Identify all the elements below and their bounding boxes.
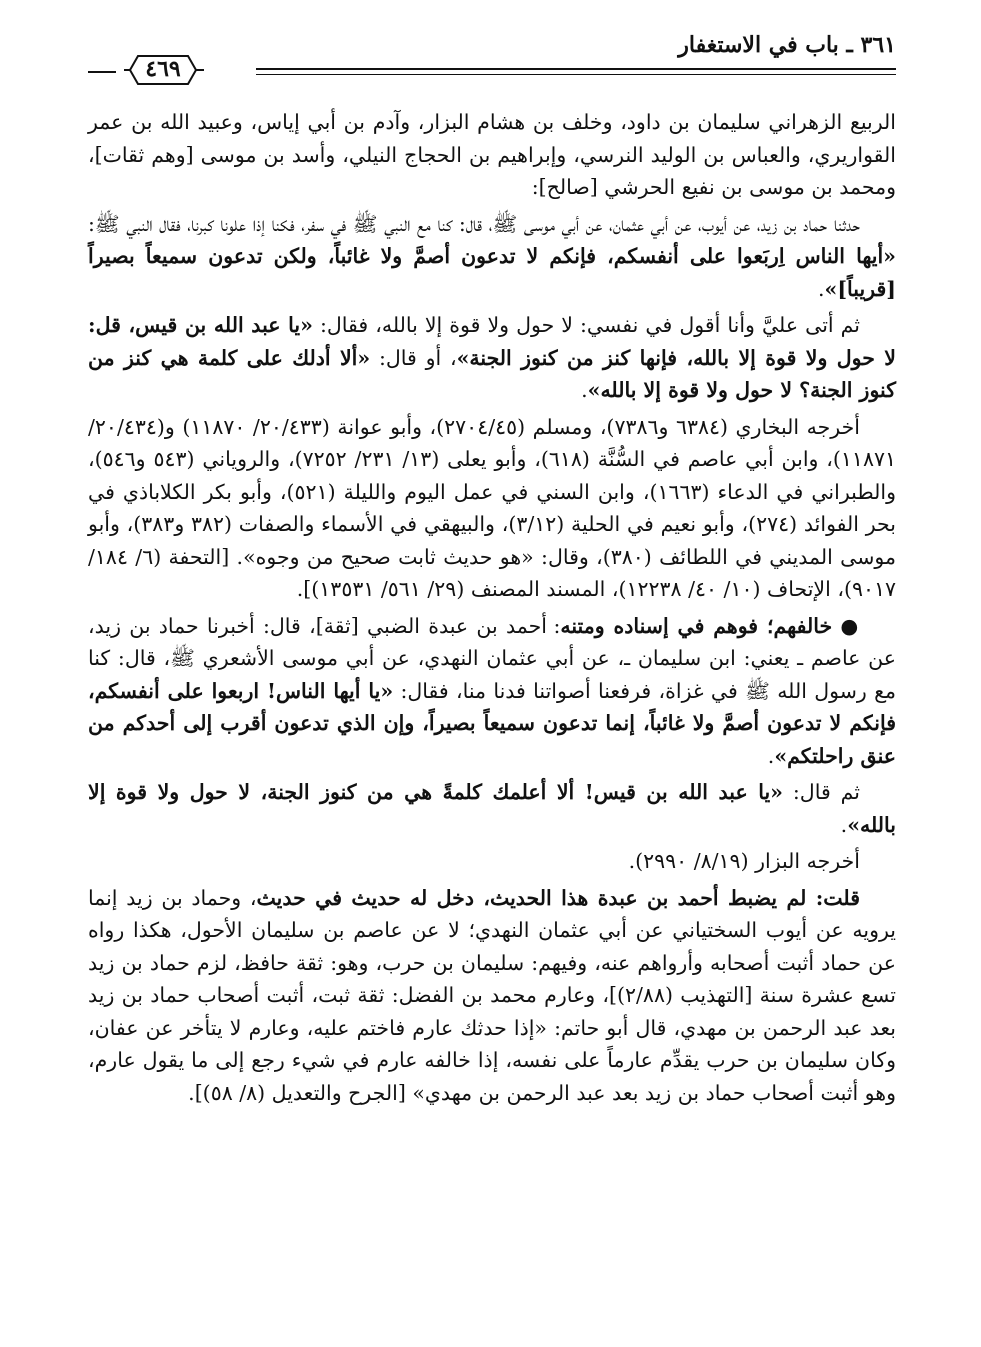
- hadith-quote: «أيها الناس اِربَعوا على أنفسكم، فإنكم لا تدعون أصمَّ ولا غائباً، ولكن تدعون سميعاً بصيراً [قريباً]»: [88, 244, 896, 301]
- paragraph: [88, 106, 896, 204]
- text-span: أخرجه البخاري (٦٣٨٤ و٧٣٨٦)، ومسلم (٢٧٠٤/٤٥)، وأبو عوانة (٢٠/٤٣٣/ ١١٨٧٠) و(٢٠/٤٣٤/ ١١٨٧١)، وابن أبي عاصم في السُّنَّة (٦١٨)، وأبو يعلى (١٣/ ٢٣١/ ٧٢٥٢)، والروياني (٥٤٣ و٥٤٦)، والطبراني في الدعاء (١٦٦٣)، وابن السني في عمل اليوم والليلة (٥٢١)، وأبو بكر الكلاباذي في بحر الفوائد (٢٧٤)، وأبو نعيم في الحلية (٣/١٢)، والبيهقي في الأسماء والصفات (٣٨٢ و٣٨٣)، وأبو موسى المديني في اللطائف (٣٨٠)، وقال: «هو حديث ثابت صحيح من وجوه». [التحفة (٦/ ١٨٤/ ٩٠١٧)، الإتحاف (١٠/ ٤٠/ ١٢٢٣٨)، المسند المصنف (٢٩/ ٥٦١/ ١٣٥٣١)].: [88, 414, 896, 601]
- hadith-quote: «يا عبد الله بن قيس، قل: لا حول ولا قوة إلا بالله، فإنها كنز من كنوز الجنة»: [88, 313, 896, 370]
- hadith-quote: «يا أيها الناس! اربعوا على أنفسكم، فإنكم لا تدعون أصمَّ ولا غائباً، إنما تدعون سميعاً بصيراً، وإن الذي تدعون أقرب إلى أحدكم من عنق راحلتكم»: [88, 678, 896, 768]
- paragraph: [88, 776, 896, 841]
- text-span: أخرجه البزار (٨/١٩/ ٢٩٩٠).: [628, 849, 860, 873]
- text-span: .: [581, 378, 588, 402]
- header-rule-left: [88, 71, 116, 73]
- page-number: ٤٦٩: [145, 56, 181, 82]
- text-span: : أحمد بن عبدة الضبي [ثقة]، قال: أخبرنا حماد بن زيد، عن عاصم ـ يعني: ابن سليمان ـ، عن أبي عثمان النهدي، عن أبي موسى الأشعري ﷺ، قال: كنا مع رسول الله ﷺ في غزاة، فرفعنا أصواتنا فدنا منا، فقال:: [88, 613, 896, 703]
- hadith-quote: «يا عبد الله بن قيس! ألا أعلمك كلمةً هي من كنوز الجنة، لا حول ولا قوة إلا بالله»: [88, 780, 896, 837]
- paragraph: [88, 309, 896, 407]
- page-content: [88, 106, 896, 1113]
- bullet-icon: ●: [840, 613, 860, 638]
- text-span: .: [840, 812, 848, 837]
- header-rule: [256, 68, 896, 70]
- paragraph: [88, 610, 896, 773]
- bold-heading: خالفهم؛ فوهم في إسناده ومتنه: [560, 613, 833, 638]
- paragraph: [88, 411, 896, 606]
- page-header: [88, 28, 896, 88]
- paragraph: [88, 845, 896, 878]
- header-rule-thin: [256, 74, 896, 75]
- text-span: ثم قال:: [782, 780, 860, 804]
- text-span: .: [818, 276, 825, 301]
- running-title: ٣٦١ ـ باب في الاستغفار: [678, 32, 896, 58]
- text-span: الربيع الزهراني سليمان بن داود، وخلف بن هشام البزار، وآدم بن أبي إياس، وعبيد الله بن عمر القواريري، والعباس بن الوليد النرسي، وإبراهيم بن الحجاج النيلي، وأسد بن موسى [وهم ثقات]، ومحمد بن موسى بن نفيع الحرشي [صالح]:: [88, 110, 896, 199]
- page-number-badge: [120, 50, 206, 90]
- text-span: ، وحماد بن زيد إنما يرويه عن أيوب السختياني عن أبي عثمان النهدي؛ لا عن عاصم بن سليمان الأحول، هكذا رواه عن حماد أثبت أصحابه وأرواهم عنه، وفيهم: سليمان بن حرب، وهو: ثقة حافظ، لزم حماد بن زيد تسع عشرة سنة [التهذيب (٢/٨٨)]، وعارم محمد بن الفضل: ثقة ثبت، أثبت أصحاب حماد بن زيد بعد عبد الرحمن بن مهدي، قال أبو حاتم: «إذا حدثك عارم فاختم عليه، وعارم لا يتأخر عن عفان، وكان سليمان بن حرب يقدِّم عارماً على نفسه، إذا خالفه عارم في شيء رجع إلى ما يقول عارم، وهو أثبت أصحاب حماد بن زيد بعد عبد الرحمن بن مهدي» [الجرح والتعديل (٨/ ٥٨)].: [88, 885, 897, 1105]
- paragraph: [88, 882, 896, 1110]
- text-span: حدثنا حماد بن زيد، عن أيوب، عن أبي عثمان، عن أبي موسى ﷺ، قال: كنا مع النبي ﷺ في سفر، فكنا إذا علونا كبرنا، فقال النبي ﷺ:: [88, 211, 860, 236]
- text-span: .: [767, 743, 775, 768]
- text-span: ثم أتى عليَّ وأنا أقول في نفسي: لا حول ولا قوة إلا بالله، فقال:: [312, 313, 860, 337]
- paragraph: [88, 208, 896, 306]
- bold-heading: قلت: لم يضبط أحمد بن عبدة هذا الحديث، دخل له حديث في حديث: [256, 885, 860, 910]
- text-span: ، أو قال:: [370, 345, 457, 370]
- hadith-quote: «ألا أدلك على كلمة هي كنز من كنوز الجنة؟ لا حول ولا قوة إلا بالله»: [88, 345, 896, 402]
